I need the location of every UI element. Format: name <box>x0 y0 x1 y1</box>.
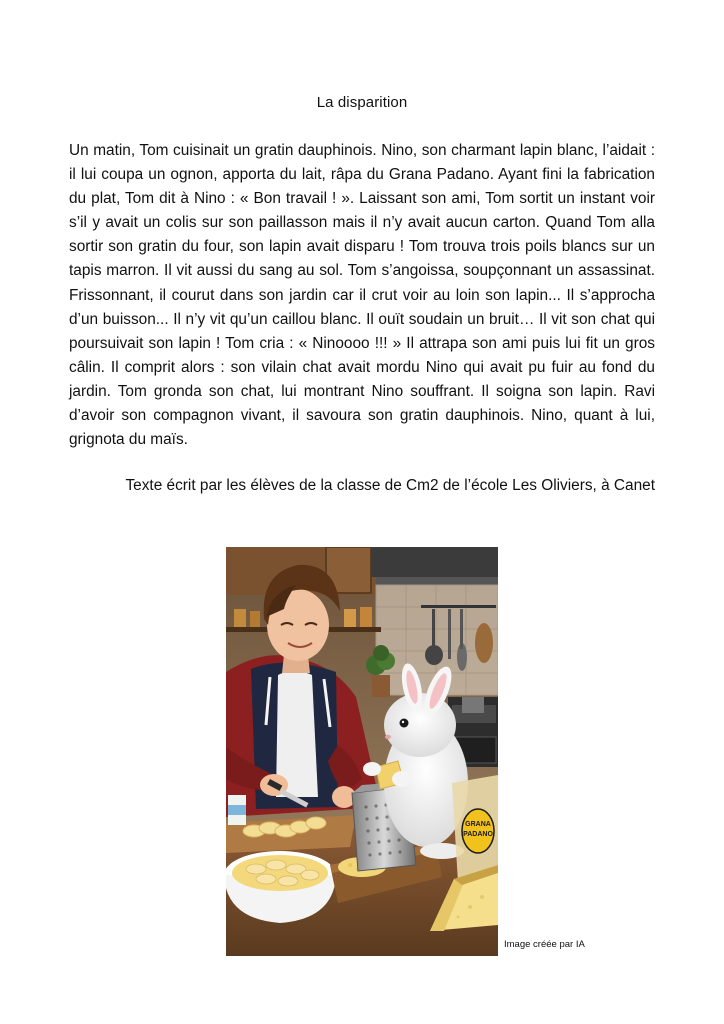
cheese-logo-line1: GRANA <box>465 821 491 828</box>
author-credit: Texte écrit par les élèves de la classe de Cm2 de l’école Les Oliviers, à Canet <box>125 477 655 494</box>
illustration-boy-and-rabbit-cooking <box>226 547 498 956</box>
image-caption: Image créée par IA <box>504 939 585 950</box>
cheese-logo-line2: PADANO <box>463 831 493 838</box>
illustration-drawing <box>226 547 498 956</box>
document-title: La disparition <box>316 94 408 111</box>
story-paragraph: Un matin, Tom cuisinait un gratin dauphinois. Nino, son charmant lapin blanc, l’aidait : il lui coupa un ognon, apporta du lait, râpa du Grana Padano. Ayant fini la fabrication du plat, Tom dit à Nino : « Bon travail ! ». Laissant son ami, Tom sortit un instant voir s’il y avait un colis sur son paillasson mais il n’y avait aucun carton. Quand Tom alla sortir son gratin du four, son lapin avait disparu ! Tom trouva trois poils blancs sur un tapis marron. Il vit aussi du sang au sol. Tom s’angoissa, soupçonnant un assassinat. Frissonnant, il courut dans son jardin car il crut voir au loin son lapin... Il s’approcha d’un buisson... Il n’y vit qu’un caillou blanc. Il ouït soudain un bruit… Il vit son chat qui poursuivait son lapin ! Tom cria : « Ninoooo !!! » Il attrapa son ami puis lui fit un gros câlin. Il comprit alors : son vilain chat avait mordu Nino qui avait pu fuir au fond du jardin. Tom gronda son chat, lui montrant Nino souffrant. Il soigna son lapin. Ravi d’avoir son compagnon vivant, il savoura son gratin dauphinois. Nino, quant à lui, grignota du maïs. <box>69 142 655 449</box>
